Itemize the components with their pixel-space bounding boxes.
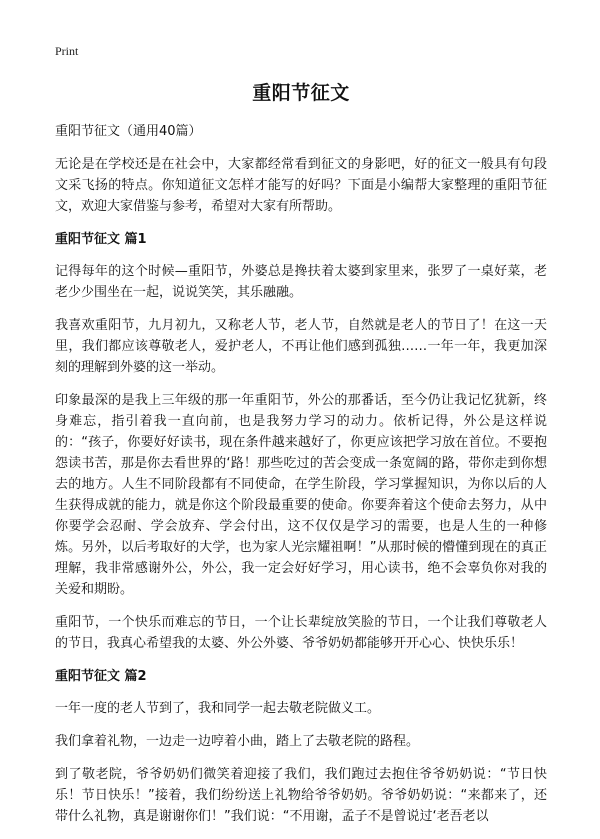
section1-paragraph-1: 记得每年的这个时候—重阳节，外婆总是搀扶着太婆到家里来，张罗了一桌好菜，老老少少围坐在一起，说说笑笑，其乐融融。 xyxy=(55,264,547,300)
section-heading-2: 重阳节征文 篇2 xyxy=(55,669,147,684)
section2-paragraph-3: 到了敬老院，爷爷奶奶们微笑着迎接了我们，我们跑过去抱住爷爷奶奶说：“节日快乐！节日快乐！”接着，我们纷纷送上礼物给爷爷奶奶。爷爷奶奶说：“来都来了，还带什么礼物，真是谢谢你们！”我们说：“不用谢，孟子不是曾说过‘老吾老以 xyxy=(55,767,547,824)
section2-paragraph-1: 一年一度的老人节到了，我和同学一起去敬老院做义工。 xyxy=(55,701,381,716)
document-title: 重阳节征文 xyxy=(252,82,350,104)
document-body xyxy=(55,78,547,839)
document-subtitle: 重阳节征文（通用40篇） xyxy=(55,124,202,139)
section2-paragraph-2: 我们拿着礼物，一边走一边哼着小曲，踏上了去敬老院的路程。 xyxy=(55,734,420,749)
section-heading-1: 重阳节征文 篇1 xyxy=(55,232,147,247)
print-link[interactable]: Print xyxy=(55,44,79,58)
section1-paragraph-2: 我喜欢重阳节，九月初九，又称老人节，老人节，自然就是老人的节日了！在这一天里，我们都应该尊敬老人，爱护老人，不再让他们感到孤独……一年一年，我更加深刻的理解到外婆的这一举动。 xyxy=(55,318,547,375)
intro-paragraph: 无论是在学校还是在社会中，大家都经常看到征文的身影吧，好的征文一般具有句段文采飞扬的特点。你知道征文怎样才能写的好吗？下面是小编帮大家整理的重阳节征文，欢迎大家借鉴与参考，希望对大家有所帮助。 xyxy=(55,157,547,214)
section1-paragraph-3: 印象最深的是我上三年级的那一年重阳节，外公的那番话，至今仍让我记忆犹新，终身难忘，指引着我一直向前，也是我努力学习的动力。依析记得，外公是这样说的：“孩子，你要好好读书，现在条件越来越好了，你更应该把学习放在首位。不要抱怨读书苦，那是你去看世界的‘路！那些吃过的苦会变成一条宽阔的路，带你走到你想去的地方。人生不同阶段都有不同使命，在学生阶段，学习掌握知识，为你以后的人生获得成就的能力，就是你这个阶段最重要的使命。你要奔着这个使命去努力，从中你要学会忍耐、学会放弃、学会付出，这不仅仅是学习的需要，也是人生的一种修炼。另外，以后考取好的大学，也为家人光宗耀祖啊！”从那时候的懵懂到现在的真正理解，我非常感谢外公，外公，我一定会好好学习，用心读书，绝不会辜负你对我的关爱和期盼。 xyxy=(55,393,547,597)
section1-paragraph-4: 重阳节，一个快乐而难忘的节日，一个让长辈绽放笑脸的节日，一个让我们尊敬老人的节日，我真心希望我的太婆、外公外婆、爷爷奶奶都能够开开心心、快快乐乐！ xyxy=(55,615,547,651)
